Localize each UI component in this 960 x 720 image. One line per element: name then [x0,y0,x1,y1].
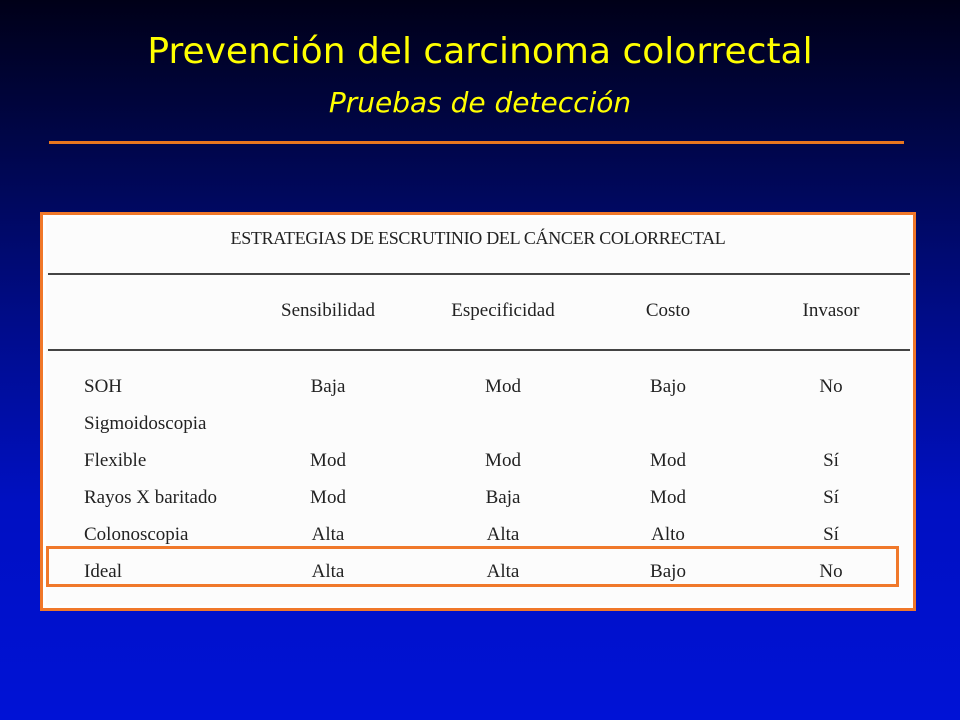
table-cell: Mod [310,487,346,508]
row-label-soh: SOH [84,376,123,397]
slide-subtitle: Pruebas de detección [328,86,632,119]
column-header-sensibilidad: Sensibilidad [281,300,375,321]
slide-title: Prevención del carcinoma colorrectal [147,31,813,72]
table-cell: Mod [485,376,521,397]
table-cell: Alta [486,561,520,582]
table-header-rule [48,349,910,351]
column-header-especificidad: Especificidad [451,300,555,321]
table-cell: Bajo [650,376,686,397]
table-top-rule [48,273,910,275]
row-label-sigmoidoscopia: Sigmoidoscopia [84,413,207,434]
table-cell: Sí [823,524,839,545]
title-divider [49,141,904,144]
table-cell: Mod [310,450,346,471]
table-cell: Mod [650,450,686,471]
table-cell: Baja [310,376,346,397]
table-cell: Alta [311,561,345,582]
table-cell: No [819,561,843,582]
table-cell: Mod [650,487,686,508]
ideal-row-highlight [46,546,899,587]
table-cell: Sí [823,450,839,471]
row-label-colonoscopia: Colonoscopia [84,524,189,545]
row-label-rayos-x-baritado: Rayos X baritado [84,487,217,508]
table-cell: Alta [311,524,345,545]
table-cell: No [819,376,843,397]
column-header-invasor: Invasor [802,300,860,321]
table-caption: ESTRATEGIAS DE ESCRUTINIO DEL CÁNCER COLORRECTAL [230,228,726,248]
row-label-flexible: Flexible [84,450,147,471]
row-label-ideal: Ideal [84,561,122,582]
table-cell: Bajo [650,561,686,582]
table-cell: Sí [823,487,839,508]
table-cell: Baja [485,487,521,508]
table-cell: Alto [651,524,685,545]
table-cell: Mod [485,450,521,471]
column-header-costo: Costo [645,300,691,321]
table-cell: Alta [486,524,520,545]
